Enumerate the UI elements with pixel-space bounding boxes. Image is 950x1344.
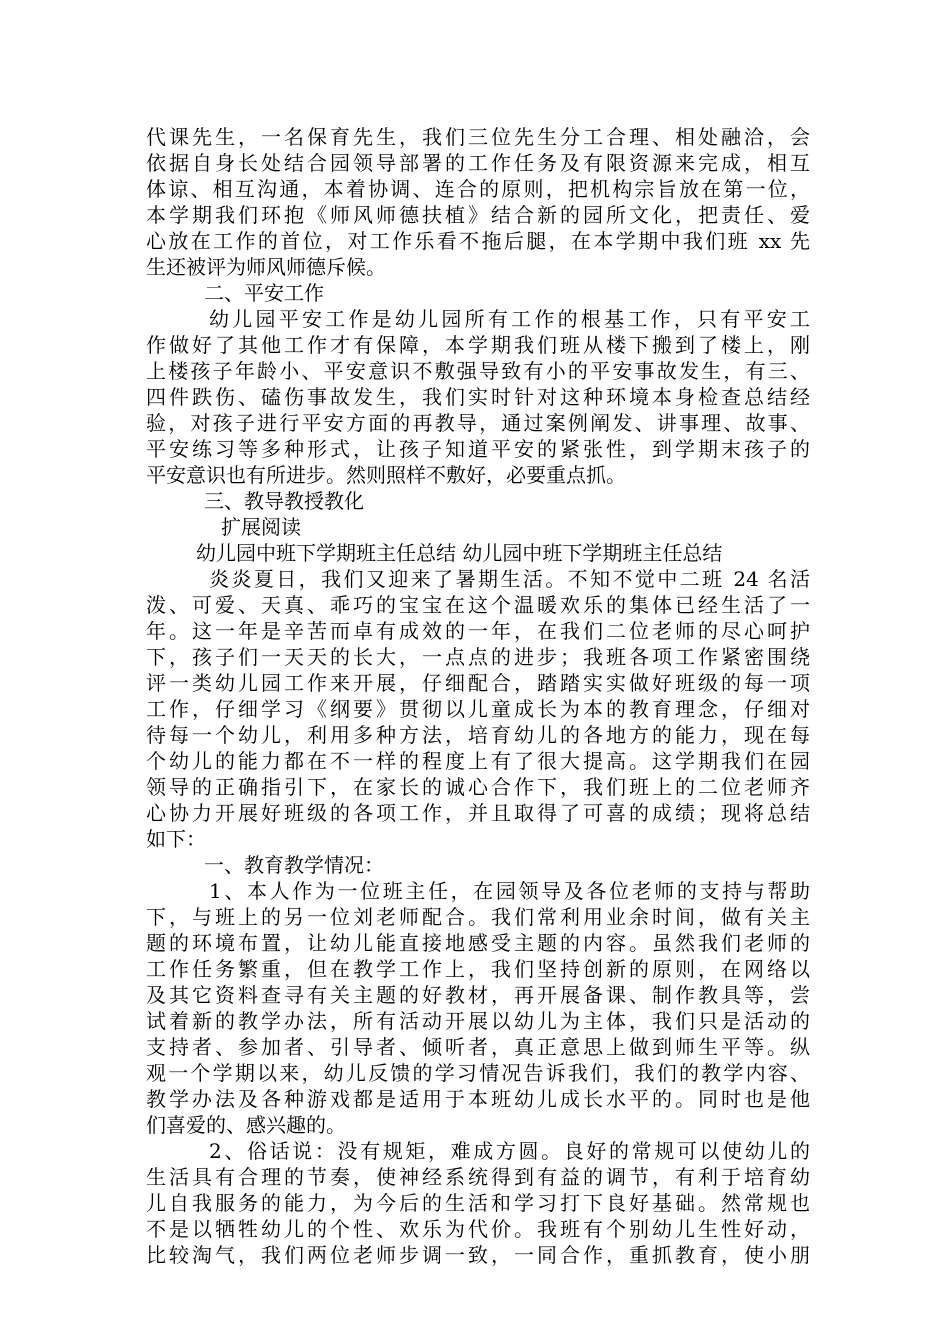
text-line: 试着新的教学办法，所有活动开展以幼儿为主体，我们只是活动的 bbox=[146, 1009, 810, 1033]
text-line: 支持者、参加者、引导者、倾听者，真正意思上做到师生平等。纵 bbox=[146, 1035, 810, 1059]
text-line: 儿自我服务的能力，为今后的生活和学习打下良好基础。然常规也 bbox=[146, 1191, 810, 1215]
document-body bbox=[146, 124, 810, 1268]
section-heading: 二、平安工作 bbox=[204, 281, 324, 305]
text-line: 待每一个幼儿，利用多种方法，培育幼儿的各地方的能力，现在每 bbox=[146, 723, 810, 747]
text-line: 幼儿园平安工作是幼儿园所有工作的根基工作，只有平安工 bbox=[209, 307, 810, 331]
text-line: 评一类幼儿园工作来开展，仔细配合，踏踏实实做好班级的每一项 bbox=[146, 671, 810, 695]
text-line: 本学期我们环抱《师风师德扶植》结合新的园所文化，把责任、爱 bbox=[146, 203, 810, 227]
text-line: 工作任务繁重，但在教学工作上，我们坚持创新的原则，在网络以 bbox=[146, 957, 810, 981]
text-line: 平安练习等多种形式，让孩子知道平安的紧张性，到学期末孩子的 bbox=[146, 437, 810, 461]
text-line: 代课先生，一名保育先生，我们三位先生分工合理、相处融洽，会 bbox=[146, 125, 810, 149]
text-line: 心协力开展好班级的各项工作，并且取得了可喜的成绩；现将总结 bbox=[146, 801, 810, 825]
text-line: 下，孩子们一天天的长大，一点点的进步；我班各项工作紧密围绕 bbox=[146, 645, 810, 669]
text-line: 们喜爱的、感兴趣的。 bbox=[146, 1113, 346, 1137]
text-line: 及其它资料查寻有关主题的好教材，再开展备课、制作教具等，尝 bbox=[146, 983, 810, 1007]
text-line: 炎炎夏日，我们又迎来了暑期生活。不知不觉中二班 24 名活 bbox=[209, 567, 810, 591]
text-line: 生活具有合理的节奏，使神经系统得到有益的调节，有利于培育幼 bbox=[146, 1165, 810, 1189]
text-line: 2、俗话说：没有规矩，难成方圆。良好的常规可以使幼儿的 bbox=[209, 1139, 810, 1163]
text-line: 年。这一年是辛苦而卓有成效的一年，在我们二位老师的尽心呵护 bbox=[146, 619, 810, 643]
text-line: 观一个学期以来，幼儿反馈的学习情况告诉我们，我们的教学内容、 bbox=[146, 1061, 810, 1085]
text-line: 工作，仔细学习《纲要》贯彻以儿童成长为本的教育理念，仔细对 bbox=[146, 697, 810, 721]
text-line: 上楼孩子年龄小、平安意识不敷强导致有小的平安事故发生，有三、 bbox=[146, 359, 810, 383]
text-line: 教学办法及各种游戏都是适用于本班幼儿成长水平的。同时也是他 bbox=[146, 1087, 810, 1111]
text-line: 体谅、相互沟通，本着协调、连合的原则，把机构宗旨放在第一位， bbox=[146, 177, 810, 201]
text-line: 1、本人作为一位班主任，在园领导及各位老师的支持与帮助 bbox=[209, 879, 810, 903]
text-line: 题的环境布置，让幼儿能直接地感受主题的内容。虽然我们老师的 bbox=[146, 931, 810, 955]
text-line: 领导的正确指引下，在家长的诚心合作下，我们班上的二位老师齐 bbox=[146, 775, 810, 799]
text-line: 心放在工作的首位，对工作乐看不拖后腿，在本学期中我们班 xx 先 bbox=[146, 229, 810, 253]
text-line: 比较淘气，我们两位老师步调一致，一同合作，重抓教育，使小朋 bbox=[146, 1243, 810, 1267]
extended-reading-label: 扩展阅读 bbox=[221, 515, 301, 539]
section-heading: 三、教导教授教化 bbox=[204, 489, 364, 513]
text-line: 四件跌伤、磕伤事故发生，我们实时针对这种环境本身检查总结经 bbox=[146, 385, 810, 409]
text-line: 个幼儿的能力都在不一样的程度上有了很大提高。这学期我们在园 bbox=[146, 749, 810, 773]
text-line: 泼、可爱、天真、乖巧的宝宝在这个温暖欢乐的集体已经生活了一 bbox=[146, 593, 810, 617]
article-title: 幼儿园中班下学期班主任总结 幼儿园中班下学期班主任总结 bbox=[196, 541, 723, 565]
text-line: 作做好了其他工作才有保障，本学期我们班从楼下搬到了楼上，刚 bbox=[146, 333, 810, 357]
text-line: 不是以牺牲幼儿的个性、欢乐为代价。我班有个别幼儿生性好动， bbox=[146, 1217, 810, 1241]
text-line: 依据自身长处结合园领导部署的工作任务及有限资源来完成，相互 bbox=[146, 151, 810, 175]
text-line: 下，与班上的另一位刘老师配合。我们常利用业余时间，做有关主 bbox=[146, 905, 810, 929]
section-heading: 一、教育教学情况： bbox=[204, 853, 384, 877]
text-line: 如下： bbox=[146, 827, 206, 851]
text-line: 验，对孩子进行平安方面的再教导，通过案例阐发、讲事理、故事、 bbox=[146, 411, 810, 435]
text-line: 生还被评为师风师德斥候。 bbox=[146, 255, 386, 279]
text-line: 平安意识也有所进步。然则照样不敷好，必要重点抓。 bbox=[146, 463, 626, 487]
